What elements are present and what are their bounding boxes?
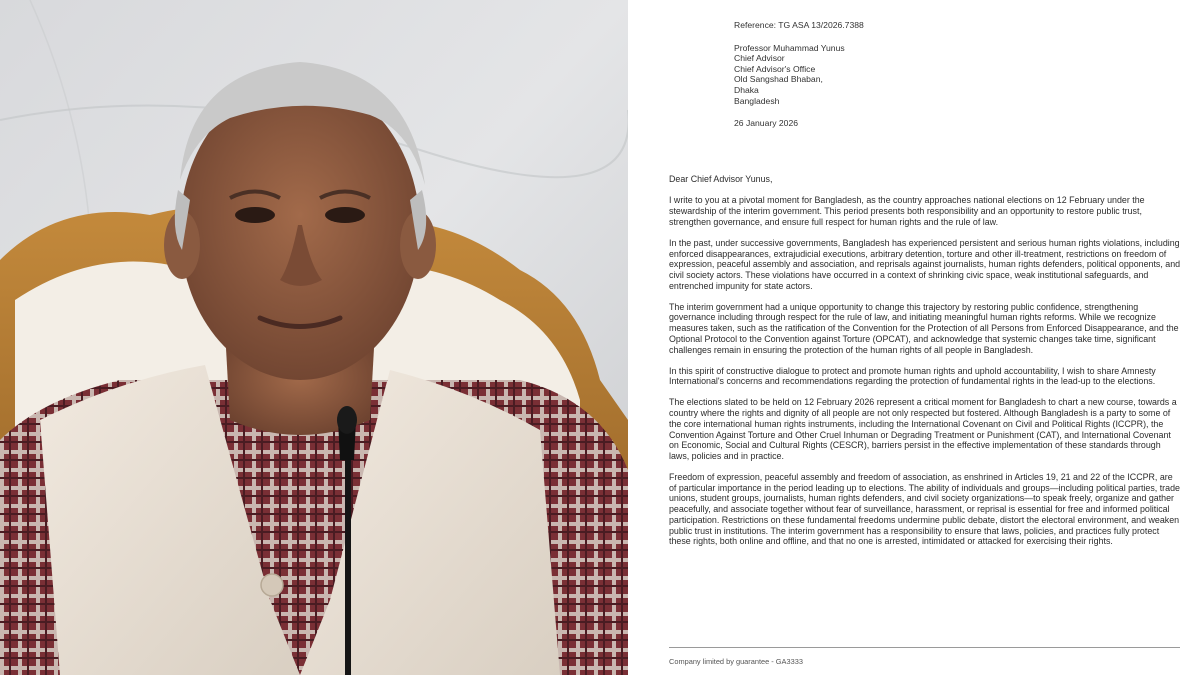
body-paragraph: The interim government had a unique opportunity to change this trajectory by restoring public confidence, strengthening governance including through respect for the rule of law, and initiating meaningful human rights reforms. While we recognize measures taken, such as the ratification of the Convention for the Protection of all Persons from Enforced Disappearance, and the Optional Protocol to the Convention against Torture (OPCAT), and acknowledge that systemic changes take time, significant challenges remain in ensuring the protection of the human rights of all people in Bangladesh. [669, 301, 1179, 355]
address-line: Chief Advisor's Office [734, 63, 816, 74]
footer-text: Company limited by guarantee - GA3333 [669, 657, 803, 666]
body-paragraph: In the past, under successive governments, Bangladesh has experienced persistent and serious human rights violations, including enforced disappearances, extrajudicial executions, arbitrary detention, torture and other ill-treatment, restrictions on freedom of expression, peaceful assembly and association, and reprisals against journalists, human rights defenders, political opponents, and civil society actors. These violations have occurred in a context of shrinking civic space, weak institutional safeguards, and entrenched impunity for state actors. [669, 237, 1181, 291]
body-paragraph: The elections slated to be held on 12 February 2026 represent a critical moment for Bangladesh to chart a new course, towards a country where the rights and dignity of all people are not only respected but fostered. Although Bangladesh is a party to some of the core international human rights instruments, including the International Covenant on Civil and Political Rights (ICCPR), the Convention Against Torture and Other Cruel Inhuman or Degrading Treatment or Punishment (CAT), and International Covenant on Economic, Social and Cultural Rights (CESCR), barriers persist in the effective implementation of these standards through laws, policies and in practice. [669, 397, 1177, 461]
recipient-address [734, 43, 1034, 107]
address-line: Professor Muhammad Yunus [734, 42, 845, 53]
letter-body [669, 174, 1181, 557]
body-paragraph: In this spirit of constructive dialogue to protect and promote human rights and uphold accountability, I wish to share Amnesty International's concerns and recommendations regarding the protection of fundamental rights in the lead-up to the elections. [669, 365, 1156, 387]
address-line: Bangladesh [734, 95, 780, 106]
letter-page [628, 0, 1200, 675]
body-paragraph: Freedom of expression, peaceful assembly and freedom of association, as enshrined in Articles 19, 21 and 22 of the ICCPR, are of particular importance in the period leading up to elections. The ability of individuals and groups—including political parties, trade unions, student groups, journalists, human rights defenders, and civil society organizations—to speak freely, organize and gather peacefully, and associate together without fear of surveillance, harassment, or reprisal is essential for free and informed political participation. Restrictions on these fundamental freedoms undermine public debate, distort the electoral environment, and weaken public trust in institutions. The interim government has a responsibility to ensure that laws, policies, and practices fully protect these rights, both online and offline, and that no one is arrested, intimidated or attacked for exercising their rights. [669, 472, 1180, 547]
salutation: Dear Chief Advisor Yunus, [669, 174, 773, 184]
letter-date: 26 January 2026 [734, 118, 799, 129]
footer-divider [669, 647, 1180, 648]
letter-header [734, 20, 1034, 129]
address-line: Chief Advisor [734, 53, 785, 64]
body-paragraph: I write to you at a pivotal moment for Bangladesh, as the country approaches national elections on 12 February under the stewardship of the interim government. This period presents both responsibility and an opportunity to restore public trust, strengthen governance, and ensure full respect for human rights and the rule of law. [669, 195, 1145, 227]
address-line: Dhaka [734, 84, 759, 95]
reference-line: Reference: TG ASA 13/2026.7388 [734, 20, 864, 30]
address-line: Old Sangshad Bhaban, [734, 74, 823, 85]
